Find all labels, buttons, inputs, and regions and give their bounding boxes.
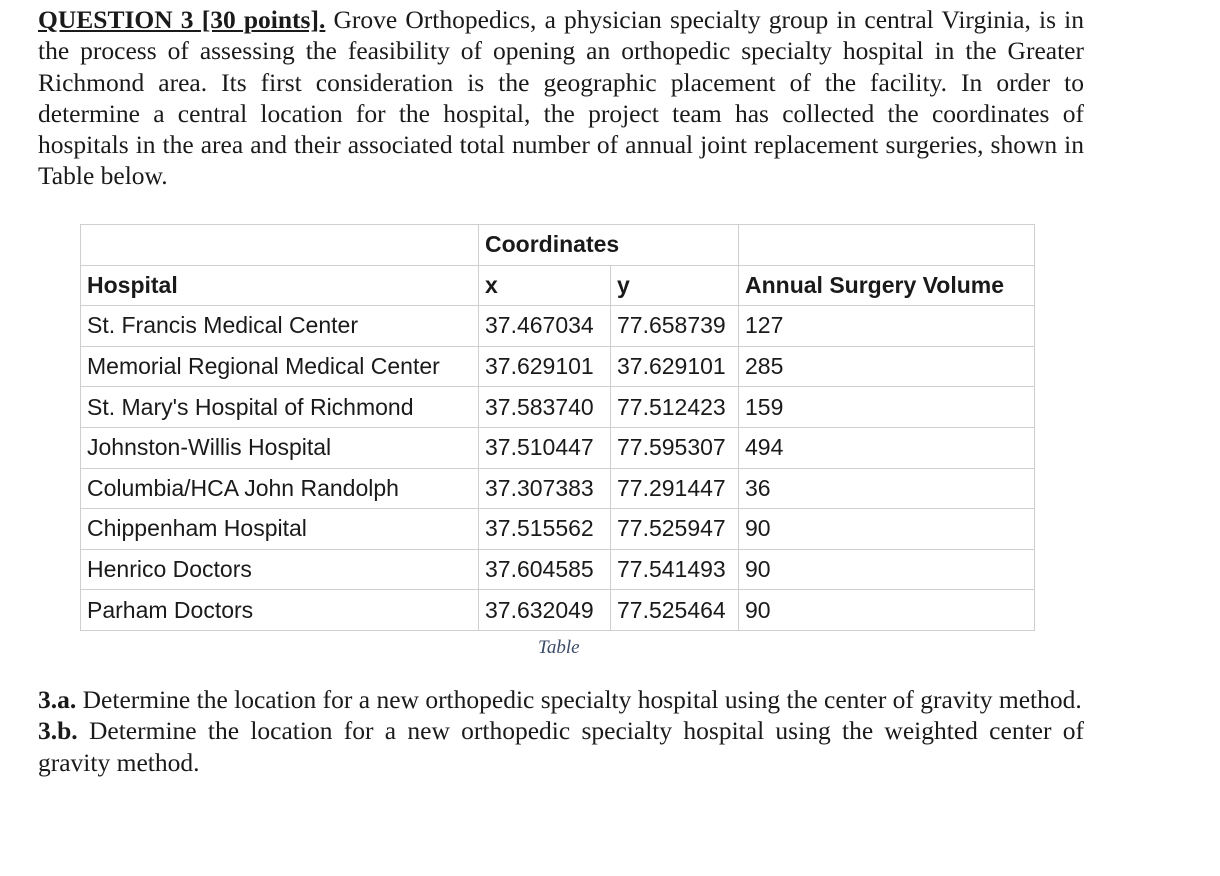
table-row — [81, 468, 1035, 509]
hospital-cell: Chippenham Hospital — [81, 509, 479, 550]
volume-header: Annual Surgery Volume — [739, 265, 1035, 306]
y-cell: 37.629101 — [611, 346, 739, 387]
volume-cell: 90 — [739, 509, 1035, 550]
y-cell: 77.525464 — [611, 590, 739, 631]
y-cell: 77.595307 — [611, 427, 739, 468]
x-cell: 37.510447 — [479, 427, 611, 468]
volume-cell: 159 — [739, 387, 1035, 428]
part-a-label: 3.a. — [38, 685, 77, 714]
x-cell: 37.583740 — [479, 387, 611, 428]
volume-cell: 90 — [739, 590, 1035, 631]
coordinates-header: Coordinates — [479, 225, 739, 266]
y-cell: 77.525947 — [611, 509, 739, 550]
hospital-cell: St. Francis Medical Center — [81, 306, 479, 347]
part-b-text: Determine the location for a new orthopedic specialty hospital using the weighted center of gravity method. — [38, 716, 1084, 777]
volume-cell: 90 — [739, 549, 1035, 590]
y-cell: 77.658739 — [611, 306, 739, 347]
empty-header-cell — [81, 225, 479, 266]
question-label: QUESTION 3 [30 points]. — [38, 5, 326, 34]
question-parts — [38, 684, 1084, 778]
hospital-cell: Columbia/HCA John Randolph — [81, 468, 479, 509]
x-cell: 37.467034 — [479, 306, 611, 347]
part-a — [38, 684, 1084, 715]
table-row — [81, 549, 1035, 590]
table-row — [81, 427, 1035, 468]
hospital-table — [80, 224, 1035, 631]
table-header-row — [81, 265, 1035, 306]
volume-cell: 127 — [739, 306, 1035, 347]
volume-cell: 36 — [739, 468, 1035, 509]
table-row — [81, 387, 1035, 428]
hospital-header: Hospital — [81, 265, 479, 306]
y-cell: 77.512423 — [611, 387, 739, 428]
x-header: x — [479, 265, 611, 306]
hospital-cell: Parham Doctors — [81, 590, 479, 631]
y-cell: 77.291447 — [611, 468, 739, 509]
part-a-text: Determine the location for a new orthopedic specialty hospital using the center of gravity method. — [76, 685, 1082, 714]
x-cell: 37.629101 — [479, 346, 611, 387]
y-header: y — [611, 265, 739, 306]
hospital-cell: Henrico Doctors — [81, 549, 479, 590]
part-b-label: 3.b. — [38, 716, 78, 746]
table-group-header-row — [81, 225, 1035, 266]
table-row — [81, 509, 1035, 550]
y-cell: 77.541493 — [611, 549, 739, 590]
x-cell: 37.307383 — [479, 468, 611, 509]
volume-cell: 494 — [739, 427, 1035, 468]
x-cell: 37.515562 — [479, 509, 611, 550]
table-caption: Table — [538, 637, 580, 658]
empty-header-cell — [739, 225, 1035, 266]
x-cell: 37.604585 — [479, 549, 611, 590]
hospital-cell: Memorial Regional Medical Center — [81, 346, 479, 387]
table-row — [81, 306, 1035, 347]
x-cell: 37.632049 — [479, 590, 611, 631]
question-text: Grove Orthopedics, a physician specialty group in central Virginia, is in the process of assessing the feasibility of opening an orthopedic specialty hospital in the Greater Richmond area. Its first consideration is the geographic placement of the facility. In order to determine a central location for the hospital, the project team has collected the coordinates of hospitals in the area and their associated total number of annual joint replacement surgeries, shown in Table below. — [38, 5, 1084, 191]
table-row — [81, 346, 1035, 387]
hospital-cell: St. Mary's Hospital of Richmond — [81, 387, 479, 428]
hospital-cell: Johnston-Willis Hospital — [81, 427, 479, 468]
question-intro — [38, 4, 1084, 192]
part-b — [38, 715, 1084, 778]
volume-cell: 285 — [739, 346, 1035, 387]
table-row — [81, 590, 1035, 631]
